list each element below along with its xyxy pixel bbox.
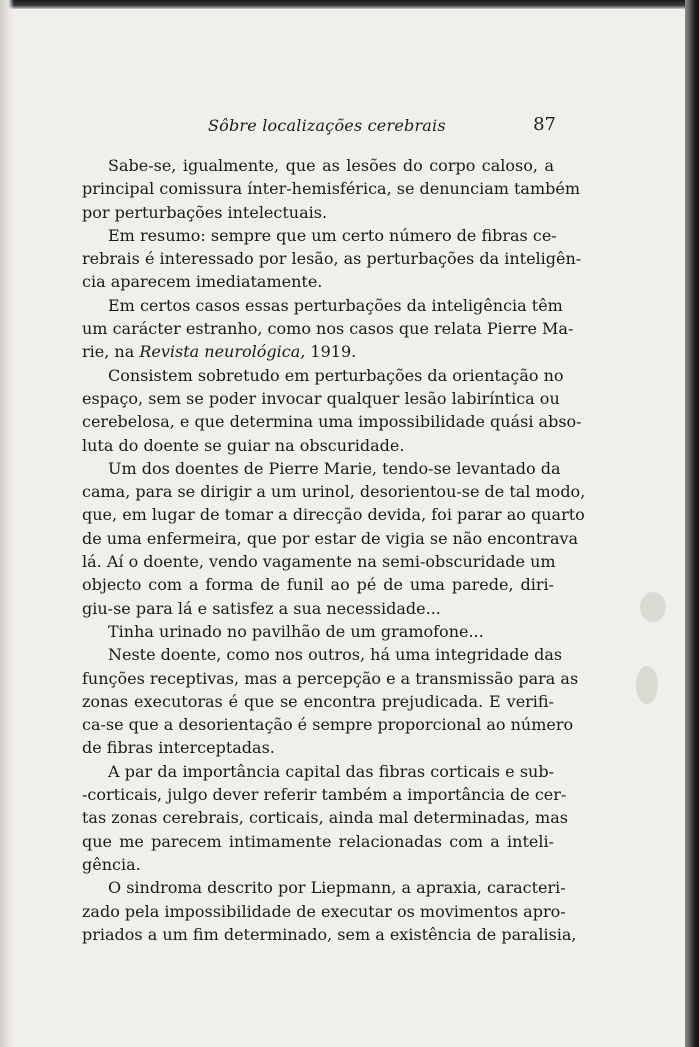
- text-line: funções receptivas, mas a percepção e a transmissão para as: [82, 668, 579, 688]
- text-line: de uma enfermeira, que por estar de vigia se não encontrava: [82, 528, 579, 548]
- text-line: A par da importância capital das fibras corticais e sub-: [108, 761, 554, 781]
- text-line: espaço, sem se poder invocar qualquer lesão labiríntica ou: [82, 388, 560, 408]
- text-line: cama, para se dirigir a um urinol, desorientou-se de tal modo,: [82, 482, 586, 502]
- paper-smudge: [640, 592, 666, 622]
- paper-smudge: [636, 666, 658, 704]
- page-number: 87: [533, 114, 556, 135]
- text-line: Consistem sobretudo em perturbações da orientação no: [108, 365, 564, 385]
- text-fragment: rie, na: [82, 342, 140, 362]
- text-line: Em certos casos essas perturbações da inteligência têm: [108, 295, 563, 315]
- text-line: zonas executoras é que se encontra prejudicada. E verifi-: [82, 691, 554, 711]
- text-line: O sindroma descrito por Liepmann, a apraxia, caracteri-: [108, 878, 566, 898]
- text-line: Neste doente, como nos outros, há uma integridade das: [108, 645, 563, 665]
- text-line: -corticais, julgo dever referir também a importância de cer-: [82, 785, 567, 805]
- text-line: Tinha urinado no pavilhão de um gramofone...: [108, 621, 484, 641]
- text-line: objecto com a forma de funil ao pé de uma parede, diri-: [82, 575, 554, 595]
- text-line: de fibras interceptadas.: [82, 738, 275, 758]
- text-line: por perturbações intelectuais.: [82, 202, 328, 222]
- text-line: rebrais é interessado por lesão, as perturbações da inteligên-: [82, 249, 582, 269]
- text-line: lá. Aí o doente, vendo vagamente na semi-obscuridade um: [82, 552, 556, 572]
- text-line: priados a um fim determinado, sem a existência de paralisia,: [82, 924, 577, 944]
- text-line: principal comissura ínter-hemisférica, se denunciam também: [82, 179, 581, 199]
- body-text: [82, 154, 586, 946]
- text-line: ca-se que a desorientação é sempre proporcional ao número: [82, 715, 574, 735]
- page-top-edge: [0, 0, 699, 9]
- text-line: zado pela impossibilidade de executar os movimentos apro-: [82, 901, 566, 921]
- text-line: Um dos doentes de Pierre Marie, tendo-se levantado da: [108, 458, 561, 478]
- text-fragment: 1919.: [305, 342, 357, 362]
- text-line: Em resumo: sempre que um certo número de fibras ce-: [108, 225, 557, 245]
- text-line: cerebelosa, e que determina uma impossibilidade quási abso-: [82, 412, 582, 432]
- page-right-edge: [685, 0, 699, 1047]
- running-title: Sôbre localizações cerebrais: [208, 116, 446, 135]
- text-line: Sabe-se, igualmente, que as lesões do corpo caloso, a: [108, 156, 554, 175]
- page-gutter-shadow: [0, 0, 14, 1047]
- text-line-with-citation: [82, 340, 554, 363]
- text-line: gência.: [82, 854, 141, 874]
- text-line: que, em lugar de tomar a direcção devida, foi parar ao quarto: [82, 505, 585, 525]
- text-line: giu-se para lá e satisfez a sua necessidade...: [82, 598, 441, 618]
- text-line: um carácter estranho, como nos casos que relata Pierre Ma-: [82, 319, 574, 339]
- journal-title: Revista neurológica,: [139, 342, 306, 362]
- text-line: luta do doente se guiar na obscuridade.: [82, 435, 405, 455]
- text-line: que me parecem intimamente relacionadas com a inteli-: [82, 831, 554, 851]
- page-header: [80, 112, 556, 140]
- text-line: tas zonas cerebrais, corticais, ainda mal determinadas, mas: [82, 808, 568, 828]
- text-line: cia aparecem imediatamente.: [82, 272, 323, 292]
